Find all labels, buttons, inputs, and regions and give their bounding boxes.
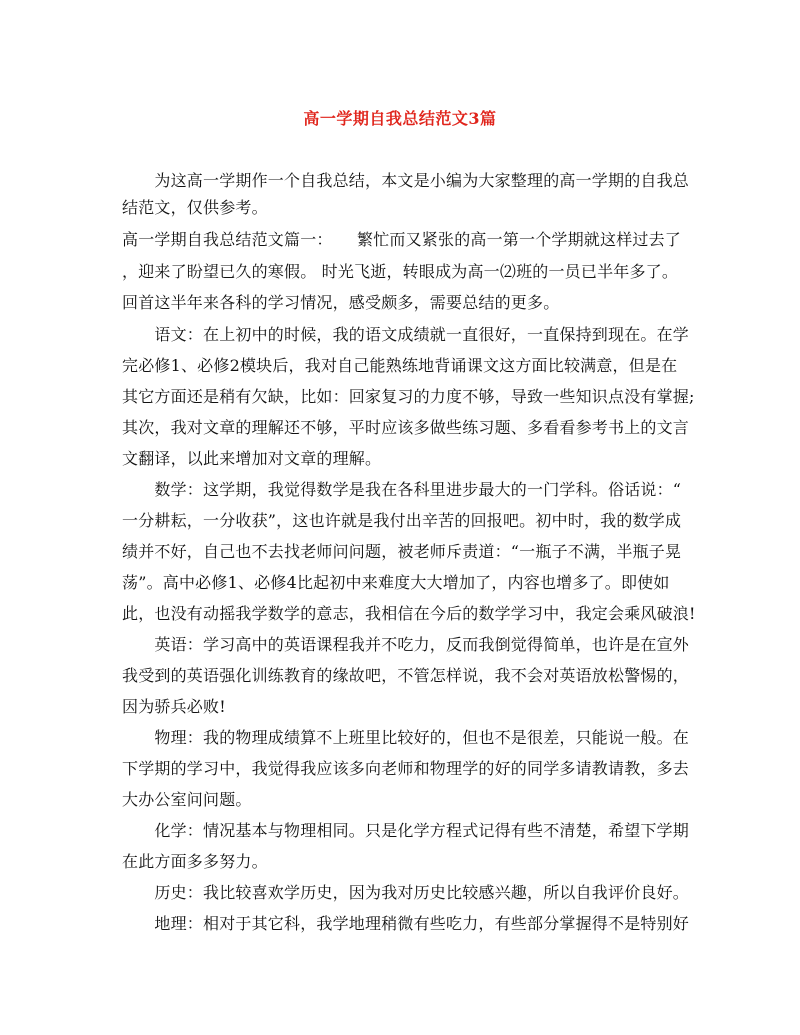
text-line: 历史：我比较喜欢学历史，因为我对历史比较感兴趣，所以自我评价良好。 — [122, 883, 690, 902]
document-title: 高一学期自我总结范文3篇 — [303, 109, 497, 128]
text-line: 为这高一学期作一个自我总结，本文是小编为大家整理的高一学期的自我总 — [122, 171, 690, 190]
text-line: 绩并不好，自己也不去找老师问问题，被老师斥责道：“一瓶子不满，半瓶子晃 — [122, 542, 682, 561]
text-line: 一分耕耘，一分收获”，这也许就是我付出辛苦的回报吧。初中时，我的数学成 — [122, 511, 682, 530]
text-line: 我受到的英语强化训练教育的缘故吧，不管怎样说，我不会对英语放松警惕的， — [122, 666, 690, 685]
text-line: 地理：相对于其它科，我学地理稍微有些吃力，有些部分掌握得不是特别好 — [122, 914, 690, 933]
text-line: 其它方面还是稍有欠缺，比如：回家复习的力度不够，导致一些知识点没有掌握; — [122, 387, 695, 406]
text-line: 荡”。高中必修1、必修4比起初中来难度大大增加了，内容也增多了。即使如 — [122, 573, 670, 592]
text-line: 高一学期自我总结范文篇一： 繁忙而又紧张的高一第一个学期就这样过去了 — [122, 230, 682, 249]
text-line: 其次，我对文章的理解还不够，平时应该多做些练习题、多看看参考书上的文言 — [122, 418, 690, 437]
text-line: 此，也没有动摇我学数学的意志，我相信在今后的数学学习中，我定会乘风破浪! — [122, 604, 696, 623]
text-line: 化学：情况基本与物理相同。只是化学方程式记得有些不清楚，希望下学期 — [122, 821, 690, 840]
text-line: 大办公室问问题。 — [122, 790, 252, 809]
text-line: 在此方面多多努力。 — [122, 852, 268, 871]
text-line: 语文：在上初中的时候，我的语文成绩就一直很好，一直保持到现在。在学 — [122, 325, 690, 344]
text-line: 因为骄兵必败! — [122, 697, 226, 716]
text-line: 回首这半年来各科的学习情况，感受颇多，需要总结的更多。 — [122, 293, 560, 312]
text-line: 英语：学习高中的英语课程我并不吃力，反而我倒觉得简单，也许是在宣外 — [122, 635, 690, 654]
text-line: 数学：这学期，我觉得数学是我在各科里进步最大的一门学科。俗话说：“ — [122, 480, 682, 499]
text-line: 文翻译，以此来增加对文章的理解。 — [122, 449, 382, 468]
text-line: 结范文，仅供参考。 — [122, 198, 268, 217]
text-line: 完必修1、必修2模块后，我对自己能熟练地背诵课文这方面比较满意，但是在 — [122, 356, 678, 375]
text-line: ，迎来了盼望已久的寒假。 时光飞逝，转眼成为高一⑵班的一员已半年多了。 — [122, 262, 679, 281]
text-line: 物理：我的物理成绩算不上班里比较好的，但也不是很差，只能说一般。在 — [122, 728, 690, 747]
text-line: 下学期的学习中，我觉得我应该多向老师和物理学的好的同学多请教请教，多去 — [122, 759, 690, 778]
